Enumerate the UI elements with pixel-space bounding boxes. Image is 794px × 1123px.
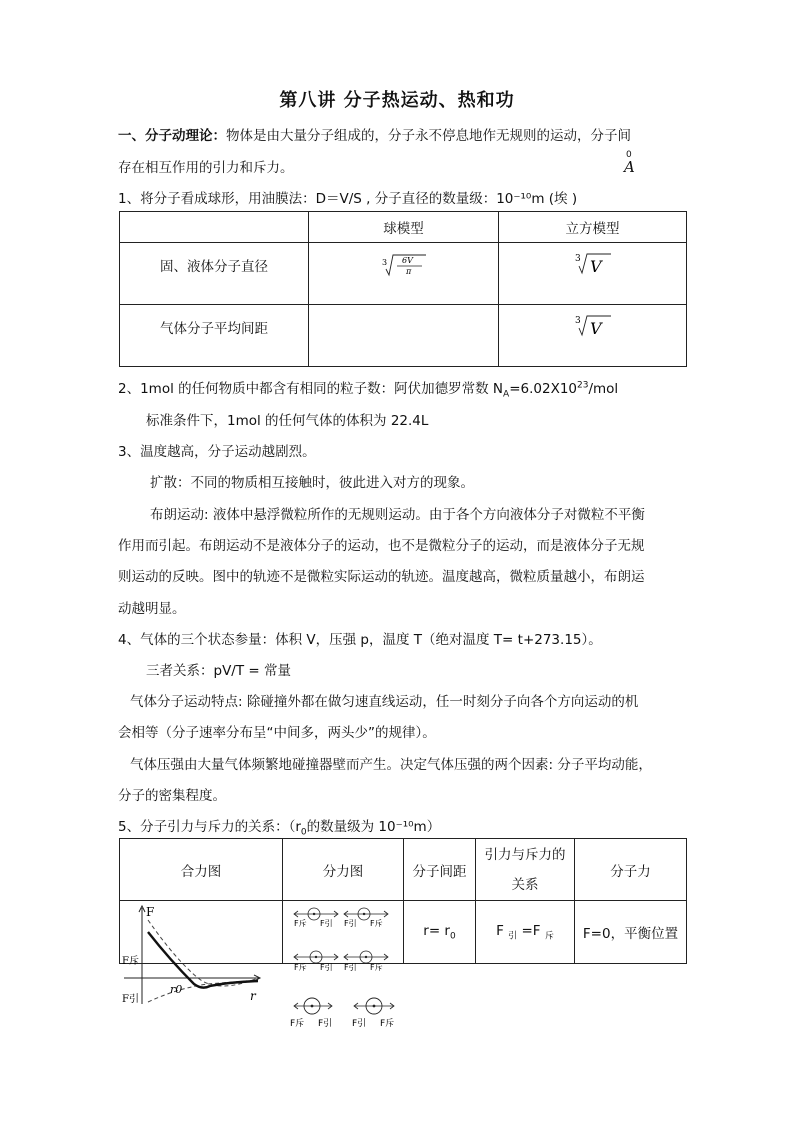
sphere-formula-index: 3: [381, 258, 387, 267]
item-2-text: [118, 377, 678, 400]
table1-row-label-gas: 气体分子平均间距: [120, 305, 309, 367]
graph-label-f-att: F引: [122, 994, 139, 1005]
sphere-formula-cell: [309, 243, 499, 305]
table1-header-cube: 立方模型: [499, 212, 687, 243]
label-rep: F斥: [290, 1019, 305, 1029]
molecule-pair-5: [290, 998, 332, 1029]
graph-label-f-rep: F斥: [122, 956, 139, 967]
brownian-line-1: 布朗运动: 液体中悬浮微粒所作的无规则运动。由于各个方向液体分子对微粒不平衡: [150, 507, 645, 523]
graph-label-f: F: [146, 905, 155, 919]
component-force-diagrams: [290, 902, 415, 1037]
net-force-curve: [148, 932, 258, 988]
table2-header-component: 分力图: [283, 839, 404, 901]
avogadro-text-b: =6.02X10: [509, 381, 577, 397]
item-2-volume: 标准条件下，1mol 的任何气体的体积为 22.4L: [146, 413, 429, 429]
sphere-formula-denominator: π: [405, 267, 411, 276]
cube-formula-var: V: [589, 257, 602, 276]
relation-sub-1: 引: [508, 931, 518, 942]
avogadro-text-c: /mol: [588, 381, 619, 397]
page-title: 第八讲 分子热运动、热和功: [279, 90, 515, 111]
graph-label-r: r: [250, 989, 256, 1003]
table2-header-row: [120, 839, 687, 901]
table1-row-label-solid: 固、液体分子直径: [120, 243, 309, 305]
label-att: F引: [320, 963, 333, 972]
distance-text: r= r: [423, 922, 450, 939]
relation-b: =F: [517, 922, 545, 939]
label-att: F引: [320, 919, 333, 928]
relation-sub-2: 斥: [544, 931, 554, 942]
table2-header-force: 分子力: [575, 839, 687, 901]
avogadro-sub: A: [503, 389, 510, 400]
molecule-pair-1: [294, 908, 338, 928]
molecule-pair-4: [344, 951, 388, 972]
graph-label-r0: r0: [170, 983, 183, 996]
label-rep: F斥: [294, 963, 307, 972]
table2-header-relation: [476, 839, 575, 901]
label-rep: F斥: [380, 1019, 395, 1029]
cube-formula-cell-1: [499, 243, 687, 305]
label-att: F引: [344, 963, 357, 972]
sphere-formula-numerator: 6V: [401, 256, 413, 265]
sphere-diameter-formula: [380, 251, 428, 279]
label-rep: F斥: [370, 963, 383, 972]
cube-formula-cell-2: [499, 305, 687, 367]
cube-diameter-formula: [573, 251, 613, 277]
item-3-text: 3、温度越高，分子运动越剧烈。: [118, 444, 316, 460]
item-5-text-a: 5、分子引力与斥力的关系：（r: [118, 819, 301, 835]
avogadro-exp: 23: [577, 380, 589, 391]
table1-header-sphere: 球模型: [309, 212, 499, 243]
label-rep: F斥: [294, 919, 307, 928]
table1-gas-sphere-empty: [309, 305, 499, 367]
label-att: F引: [344, 919, 357, 928]
molecule-pair-6: [352, 998, 394, 1029]
gas-pressure-line-2: 分子的密集程度。: [118, 788, 226, 804]
label-att: F引: [318, 1019, 333, 1029]
item-4-text: 4、气体的三个状态参量：体积 V，压强 p，温度 T（绝对温度 T= t+273.15）。: [118, 632, 602, 648]
table1-header-row: [120, 212, 687, 243]
item-5-text: [118, 815, 678, 838]
gas-pressure-line-1: 气体压强由大量气体频繁地碰撞器壁而产生。决定气体压强的两个因素: 分子平均动能，: [130, 757, 652, 773]
angstrom-top: 0: [626, 150, 632, 160]
relation-head-1: 引力与斥力的: [484, 846, 566, 863]
section-1-line-1: [118, 124, 678, 144]
brownian-line-3: 则运动的反映。图中的轨迹不是微粒实际运动的轨迹。温度越高，微粒质量越小，布朗运: [118, 569, 645, 585]
label-att: F引: [352, 1019, 367, 1029]
cube-formula-index: 3: [574, 254, 581, 264]
molecule-pair-3: [294, 951, 338, 972]
relation-a: F: [496, 922, 509, 939]
force-cell: F=0，平衡位置: [575, 901, 687, 964]
relation-head-2: 关系: [511, 876, 539, 893]
label-rep: F斥: [370, 919, 383, 928]
brownian-line-4: 动越明显。: [118, 601, 186, 617]
gas-motion-line-2: 会相等（分子速率分布呈“中间多，两头少”的规律）。: [118, 725, 436, 741]
angstrom-symbol: A: [624, 158, 635, 176]
gas-law-relation: 三者关系：pV/T = 常量: [146, 663, 291, 679]
table2-header-distance: 分子间距: [404, 839, 476, 901]
item-5-sub: 0: [300, 827, 307, 838]
item-5-text-b: 的数量级为 10⁻¹⁰m）: [306, 819, 441, 835]
brownian-line-2: 作用而引起。布朗运动不是液体分子的运动，也不是微粒分子的运动，而是液体分子无规: [118, 538, 645, 554]
cube-formula-index: 3: [574, 316, 581, 326]
gas-motion-line-1: 气体分子运动特点: 除碰撞外都在做匀速直线运动，任一时刻分子向各个方向运动的机: [130, 694, 639, 710]
distance-sub: 0: [449, 931, 456, 942]
avogadro-text-a: 2、1mol 的任何物质中都含有相同的粒子数：阿伏加德罗常数 N: [118, 381, 504, 397]
section-1-text-1: 物体是由大量分子组成的，分子永不停息地作无规则的运动，分子间: [226, 128, 631, 144]
force-distance-graph: [118, 902, 268, 1012]
section-1-text-2: 存在相互作用的引力和斥力。: [118, 160, 294, 176]
molecule-model-table: [119, 211, 687, 367]
table1-row-gas: [120, 305, 687, 367]
table1-header-empty: [120, 212, 309, 243]
cube-formula-var: V: [589, 319, 602, 338]
item-1-text: 1、将分子看成球形，用油膜法：D＝V/S , 分子直径的数量级：10⁻¹⁰m (埃 ): [118, 191, 578, 207]
diffusion-text: 扩散：不同的物质相互接触时，彼此进入对方的现象。: [150, 475, 474, 491]
table1-row-solid-liquid: [120, 243, 687, 305]
cube-spacing-formula: [573, 313, 613, 339]
relation-cell: [476, 901, 575, 964]
table2-header-net: 合力图: [120, 839, 283, 901]
molecule-pair-2: [344, 908, 388, 928]
section-1-heading: 一、分子动理论：: [118, 128, 226, 144]
